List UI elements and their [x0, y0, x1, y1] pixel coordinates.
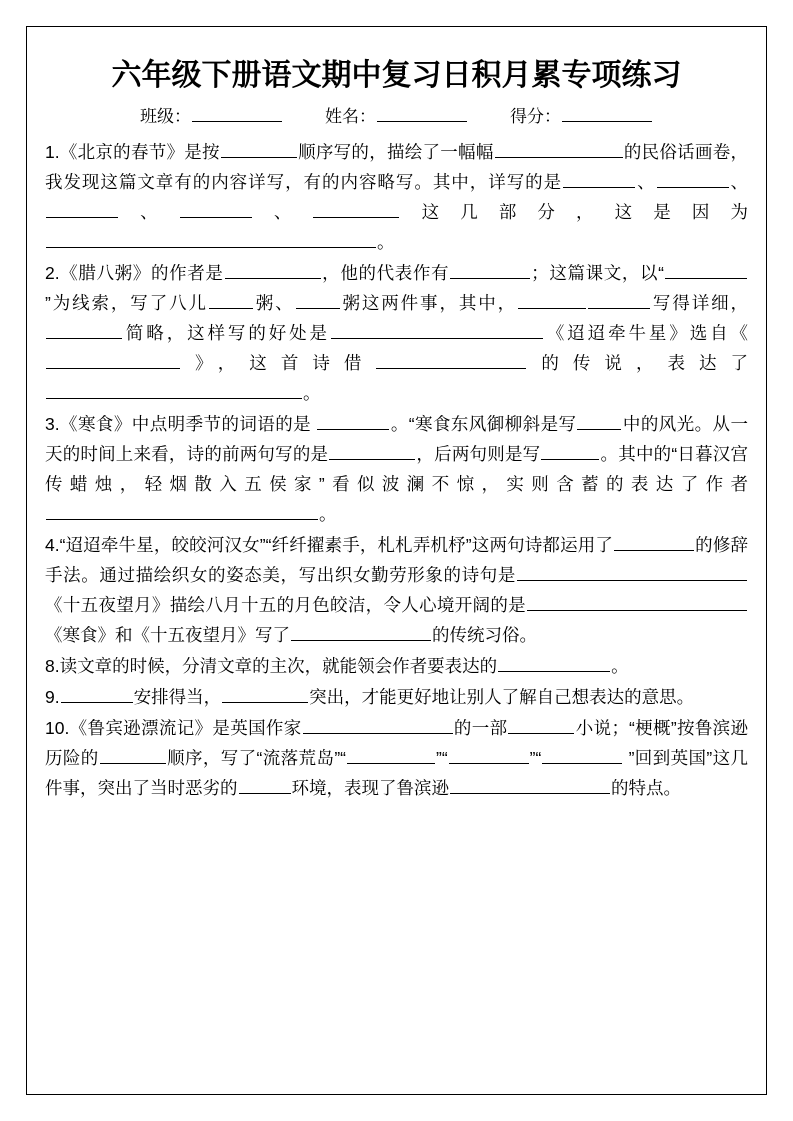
answer-blank[interactable]: [614, 533, 694, 551]
page-title: 六年级下册语文期中复习日积月累专项练习: [111, 59, 682, 92]
question-text: ”为线索，写了八儿: [45, 293, 208, 313]
answer-blank[interactable]: [450, 261, 530, 279]
question-text: 小说；“梗概”按鲁滨逊历险的: [45, 718, 749, 768]
question-text: 、: [252, 202, 313, 222]
question-text: 。“寒食东风御柳斜是写: [390, 414, 577, 434]
answer-blank[interactable]: [317, 412, 389, 430]
answer-blank[interactable]: [296, 291, 340, 309]
answer-blank[interactable]: [517, 563, 747, 581]
question-text: 写得详细，: [651, 293, 749, 313]
answer-blank[interactable]: [331, 321, 543, 339]
question-text: 8.读文章的时候，分清文章的主次，就能领会作者要表达的: [45, 656, 498, 676]
question-text: 《迢迢牵牛星》选自《: [543, 323, 749, 343]
field-class: [140, 103, 283, 131]
question-text: ”“: [436, 748, 448, 768]
question-text: 的传说，表达了: [527, 353, 748, 373]
question-text: 。: [303, 383, 321, 403]
answer-blank[interactable]: [527, 593, 747, 611]
field-name: [325, 103, 468, 131]
answer-blank[interactable]: [495, 140, 623, 158]
question-text: 。: [611, 656, 629, 676]
question-text: 、: [729, 172, 749, 192]
question-text: ”“: [529, 748, 542, 768]
answer-blank[interactable]: [225, 261, 321, 279]
answer-blank[interactable]: [303, 716, 453, 734]
question-q9: [45, 682, 748, 712]
question-list: [45, 137, 748, 803]
question-text: 4.“迢迢牵牛星，皎皎河汉女”“纤纤擢素手，札札弄机杼”这两句诗都运用了: [45, 535, 614, 555]
question-text: 10.《鲁宾逊漂流记》是英国作家: [45, 718, 302, 738]
answer-blank[interactable]: [46, 351, 180, 369]
question-text: 顺序，写了“流落荒岛”“: [166, 748, 347, 768]
question-text: 中的风光。从一天的时间上来看，诗的前两句写的是: [45, 414, 748, 464]
question-q4: [45, 530, 748, 650]
answer-blank[interactable]: [61, 685, 133, 703]
question-text: 、: [119, 202, 179, 222]
answer-blank[interactable]: [347, 746, 435, 764]
question-text: 》，这首诗借: [181, 353, 376, 373]
answer-blank[interactable]: [222, 685, 308, 703]
question-text: 突出，才能更好地让别人了解自己想表达的意思。: [309, 687, 695, 707]
answer-blank[interactable]: [563, 170, 635, 188]
answer-blank[interactable]: [449, 746, 529, 764]
question-text: ，后两句则是写: [416, 444, 541, 464]
question-text: 的民俗话画卷，我发现这篇文章有的内容详写，有的内容略写。其中，详写的是: [45, 142, 748, 192]
answer-blank[interactable]: [541, 442, 599, 460]
question-text: 环境，表现了鲁滨逊: [291, 778, 449, 798]
answer-blank[interactable]: [46, 381, 302, 399]
question-text: ；这篇课文，以“: [531, 263, 664, 283]
answer-blank[interactable]: [46, 502, 318, 520]
answer-blank[interactable]: [209, 291, 253, 309]
answer-blank[interactable]: [498, 654, 610, 672]
question-text: 的一部: [453, 718, 508, 738]
answer-blank[interactable]: [657, 170, 729, 188]
question-text: 粥这两件事，其中，: [340, 293, 518, 313]
question-text: 9.: [45, 687, 60, 707]
page-border: [26, 26, 767, 1095]
question-text: 顺序写的，描绘了一幅幅: [297, 142, 494, 162]
field-name-label: 姓名：: [325, 107, 376, 126]
student-info-row: [45, 103, 748, 131]
answer-blank[interactable]: [588, 291, 650, 309]
field-score: [510, 103, 653, 131]
field-score-blank[interactable]: [562, 104, 652, 122]
question-text: 《十五夜望月》描绘八月十五的月色皎洁，令人心境开阔的是: [45, 595, 526, 615]
question-text: 2.《腊八粥》的作者是: [45, 263, 224, 283]
question-text: 的传统习俗。: [432, 625, 537, 645]
question-q8: [45, 651, 748, 681]
question-text: 3.《寒食》中点明季节的词语的是: [45, 414, 317, 434]
answer-blank[interactable]: [508, 716, 574, 734]
question-text: 粥、: [253, 293, 295, 313]
question-text: 的特点。: [611, 778, 681, 798]
document-content: [45, 47, 748, 804]
answer-blank[interactable]: [577, 412, 621, 430]
question-q2: [45, 258, 748, 408]
field-class-blank[interactable]: [192, 104, 282, 122]
question-text: 。: [319, 504, 337, 524]
question-q3: [45, 409, 748, 529]
answer-blank[interactable]: [180, 200, 252, 218]
answer-blank[interactable]: [329, 442, 415, 460]
answer-blank[interactable]: [665, 261, 747, 279]
question-q1: [45, 137, 748, 257]
field-class-label: 班级：: [140, 107, 191, 126]
question-text: 的修辞手法。通过描绘织女的姿态美，写出织女勤劳形象的诗句是: [45, 535, 748, 585]
question-text: 、: [636, 172, 656, 192]
answer-blank[interactable]: [100, 746, 166, 764]
answer-blank[interactable]: [221, 140, 297, 158]
answer-blank[interactable]: [46, 321, 122, 339]
question-text: 简略，这样写的好处是: [123, 323, 330, 343]
question-text: 。: [377, 232, 395, 252]
answer-blank[interactable]: [239, 776, 291, 794]
question-text: 这几部分，这是因为: [400, 202, 749, 222]
answer-blank[interactable]: [46, 200, 118, 218]
question-text: 安排得当，: [133, 687, 222, 707]
field-score-label: 得分：: [510, 107, 561, 126]
answer-blank[interactable]: [313, 200, 399, 218]
question-text: 1.《北京的春节》是按: [45, 142, 220, 162]
question-text: ，他的代表作有: [321, 263, 450, 283]
question-text: 《寒食》和《十五夜望月》写了: [45, 625, 290, 645]
answer-blank[interactable]: [542, 746, 622, 764]
question-q10: [45, 713, 748, 803]
answer-blank[interactable]: [450, 776, 610, 794]
field-name-blank[interactable]: [377, 104, 467, 122]
answer-blank[interactable]: [291, 623, 431, 641]
answer-blank[interactable]: [518, 291, 586, 309]
answer-blank[interactable]: [46, 230, 376, 248]
answer-blank[interactable]: [376, 351, 526, 369]
question-text: ”回到英国”这几件事，突出了当时恶劣的: [45, 748, 748, 798]
question-text: 。其中的“日暮汉宫传蜡烛，轻烟散入五侯家”看似波澜不惊，实则含蓄的表达了作者: [45, 444, 749, 494]
